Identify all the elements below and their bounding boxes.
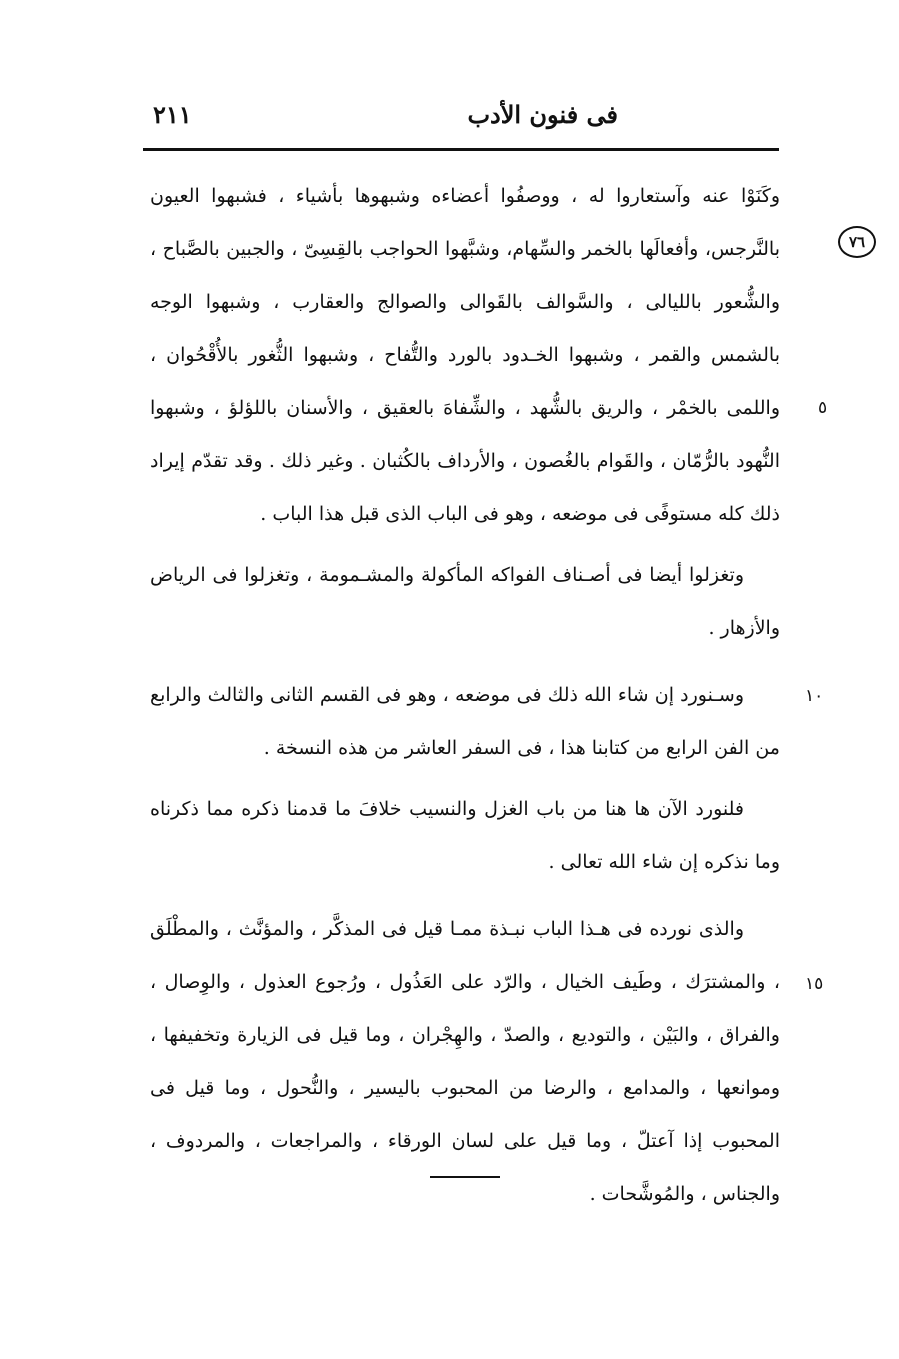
margin-reference-number: ٧٦ [838, 226, 876, 258]
line-number-5: ٥ [818, 398, 828, 418]
paragraph-3: وسـنورد إن شاء الله ذلك فى موضعه ، وهو فى القسم الثانى والثالث والرابع من الفن الرابع من كتابنا هذا ، فى السفر العاشر من هذه النسخة . [150, 684, 780, 759]
body-text [150, 170, 780, 1221]
page-number: ٢١١ [153, 100, 192, 129]
paragraph-5: والذى نورده فى هـذا الباب نبـذة ممـا قيل فى المذكَّر ، والمؤنَّث ، والمطْلَق ، والمشترَك ، وطَيف الخيال ، والرّد على العَذُول ، ورُجوع العذول ، والوِصال ، والفراق ، والبَيْن ، والتوديع ، والصدّ ، والهِجْران ، وما قيل فى الزيارة وتخفيفها ، وموانعها ، والمدامع ، والرضا من المحبوب باليسير ، والنُّحول ، وما قيل فى المحبوب إذا آعتلّ ، وما قيل على لسان الورقاء ، والمراجعات ، والمردوف ، والجناس ، والمُوشَّحات . [150, 918, 780, 1205]
line-number-10: ١٠ [805, 686, 824, 706]
running-title: فى فنون الأدب [467, 100, 618, 129]
paragraph-2: وتغزلوا أيضا فى أصـناف الفواكه المأكولة والمشـمومة ، وتغزلوا فى الرياض والأزهار . [150, 564, 780, 639]
header-rule [143, 148, 779, 151]
paragraph-1: وكَنَوْا عنه وآستعاروا له ، ووصفُوا أعضاءه وشبهوها بأشياء ، فشبهوا العيون بالنَّرجس، وأفعالَها بالخمر والسِّهام، وشبَّهوا الحواجب بالقِسِىّ ، والجبين بالصَّباح ، والشُّعور بالليالى ، والسَّوالف بالقَوالى والصوالج والعقارب ، وشبهوا الوجه بالشمس والقمر ، وشبهوا الخـدود بالورد والتُّفاح ، وشبهوا الثُّغور بالأُقْحُوان ، واللمى بالخمْر ، والريق بالشُّهد ، والشِّفاهَ بالعقيق ، والأسنان باللؤلؤ ، وشبهوا النُّهود بالرُّمّان ، والقَوام بالغُصون ، والأرداف بالكُثبان . وغير ذلك . وقد تقدّم إيراد ذلك كله مستوفًى فى موضعه ، وهو فى الباب الذى قبل هذا الباب . [150, 185, 780, 525]
paragraph-4: فلنورد الآن ها هنا من باب الغزل والنسيب خلافَ ما قدمنا ذكره مما ذكرناه وما نذكره إن شاء الله تعالى . [150, 798, 780, 873]
end-rule [430, 1176, 500, 1178]
page-header [143, 92, 778, 142]
line-number-15: ١٥ [805, 974, 824, 994]
